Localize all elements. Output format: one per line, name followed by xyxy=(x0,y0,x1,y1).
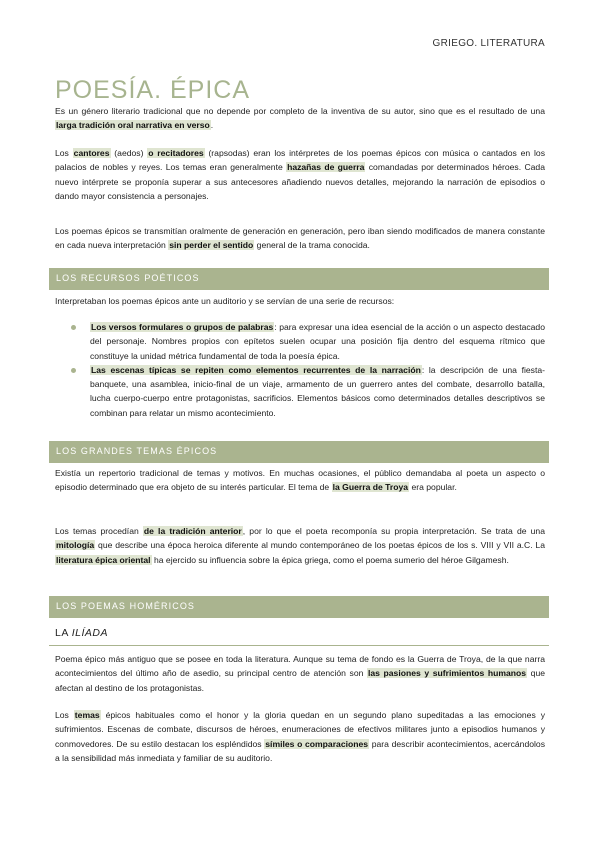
recursos-list xyxy=(55,320,545,420)
text-run: Los poemas épicos se transmitían oralmente de generación en generación, pero iban siendo modificados de manera constante en cada nueva interpretación xyxy=(55,226,545,251)
section-heading-label: LOS GRANDES TEMAS ÉPICOS xyxy=(56,446,218,456)
text-run: Es un género literario tradicional que no depende por completo de la inventiva de su autor, sino que es el resultado de una xyxy=(55,106,545,116)
section-heading-temas xyxy=(49,441,549,463)
highlight: temas xyxy=(74,710,100,720)
text-run: ha ejercido su influencia sobre la épica griega, como el poema sumerio del héroe Gilgamesh. xyxy=(151,554,509,565)
highlight: larga tradición oral narrativa en verso xyxy=(56,120,210,131)
highlight: de la tradición anterior xyxy=(143,526,242,536)
intro-paragraph-2 xyxy=(55,146,545,203)
text-run: . xyxy=(210,120,214,131)
section-heading-label: LOS POEMAS HOMÉRICOS xyxy=(56,601,196,611)
section-heading-label: LOS RECURSOS POÉTICOS xyxy=(56,273,200,283)
text-run: : para expresar una idea esencial de la acción o un aspecto destacado del personaje. Nombres propios con epítetos suelen ocupar una posición fija dentro del esquema rítmico que constituye la unidad métrica fundamental de toda la poesía épica. xyxy=(90,322,545,361)
text-run: Los temas procedían xyxy=(55,526,143,536)
text-run: Los xyxy=(55,710,74,720)
page-title: POESÍA. ÉPICA xyxy=(55,76,251,104)
highlight: las pasiones y sufrimientos humanos xyxy=(367,668,527,679)
text-run: (aedos) xyxy=(110,148,148,158)
iliada-paragraph-2 xyxy=(55,708,545,765)
bullet-icon xyxy=(71,325,76,330)
text-run: para describir acontecimientos, acercándolos a la sensibilidad más inmediata y familiar de su auditorio. xyxy=(55,738,546,763)
text-run: general de la trama conocida. xyxy=(254,240,370,251)
highlight: Las escenas típicas se repiten como elementos recurrentes de la narración xyxy=(91,364,421,375)
running-head: GRIEGO. LITERATURA xyxy=(432,38,545,49)
text-run: comandadas por determinados héroes. Cada nuevo intérprete se proponía superar a sus antecesores añadiendo nuevos detalles, mejorando la narración de episodios o dando mayor consistencia a personajes. xyxy=(55,162,545,201)
text-run: que afectan al destino de los protagonistas. xyxy=(55,668,545,693)
highlight: sin perder el sentido xyxy=(169,240,254,251)
highlight: mitología xyxy=(56,540,95,551)
temas-paragraph-1 xyxy=(55,466,545,495)
subsection-divider xyxy=(49,645,549,646)
text-run: Los xyxy=(55,148,73,158)
highlight: literatura épica oriental xyxy=(56,554,151,565)
list-item xyxy=(55,320,545,363)
iliada-paragraph-1 xyxy=(55,652,545,695)
text-run: era popular. xyxy=(409,482,457,493)
list-item xyxy=(55,363,545,420)
temas-paragraph-2 xyxy=(55,524,545,567)
recursos-lead: Interpretaban los poemas épicos ante un auditorio y se servían de una serie de recursos: xyxy=(55,296,395,306)
intro-paragraph-1 xyxy=(55,104,545,133)
subsection-heading-iliada xyxy=(55,627,108,639)
highlight: la Guerra de Troya xyxy=(332,482,409,493)
section-heading-homericos xyxy=(49,596,549,618)
highlight: o recitadores xyxy=(148,148,204,158)
section-heading-recursos xyxy=(49,268,549,290)
highlight: cantores xyxy=(73,148,110,158)
intro-paragraph-3 xyxy=(55,224,545,253)
text-run: , por lo que el poeta recomponía su propia interpretación. Se trata de una xyxy=(242,526,545,536)
subsection-title: ILÍADA xyxy=(71,627,108,639)
text-run: Existía un repertorio tradicional de temas y motivos. En muchas ocasiones, el público demandaba al poeta un aspecto o episodio determinado que era objeto de su interés particular. El tema de xyxy=(55,468,545,493)
text-run: (rapsodas) eran los intérpretes de los poemas épicos con música o cantados en los palacios de nobles y reyes. Los temas eran generalmente xyxy=(55,148,545,173)
bullet-icon xyxy=(71,368,76,373)
highlight: símiles o comparaciones xyxy=(265,738,369,749)
highlight: hazañas de guerra xyxy=(287,162,365,173)
text-run: épicos habituales como el honor y la gloria quedan en un segundo plano supeditadas a las emociones y sufrimientos. Escenas de combate, discursos de héroes, enumeraciones de efectivos militares junto a episodios humanos y conmovedores. De su estilo destacan los espléndidos xyxy=(55,710,545,749)
subsection-prefix: LA xyxy=(55,627,72,639)
text-run: que describe una época heroica diferente al mundo contemporáneo de los poetas épicos de los s. VIII y VII a.C. La xyxy=(95,540,545,551)
text-run: Poema épico más antiguo que se posee en toda la literatura. Aunque su tema de fondo es la Guerra de Troya, de la que narra acontecimientos del último año de asedio, su principal centro de atención son xyxy=(55,654,545,679)
text-run: : la descripción de una fiesta-banquete, una asamblea, inicio-final de un viaje, armamento de un guerrero antes del combate, desarrollo batalla, lucha cuerpo-cuerpo entre protagonistas, sacrificios. Elementos básicos como determinados detalles descriptivos se combinan para relatar un mismo acontecimiento. xyxy=(90,364,545,418)
highlight: Los versos formulares o grupos de palabras xyxy=(91,322,274,332)
